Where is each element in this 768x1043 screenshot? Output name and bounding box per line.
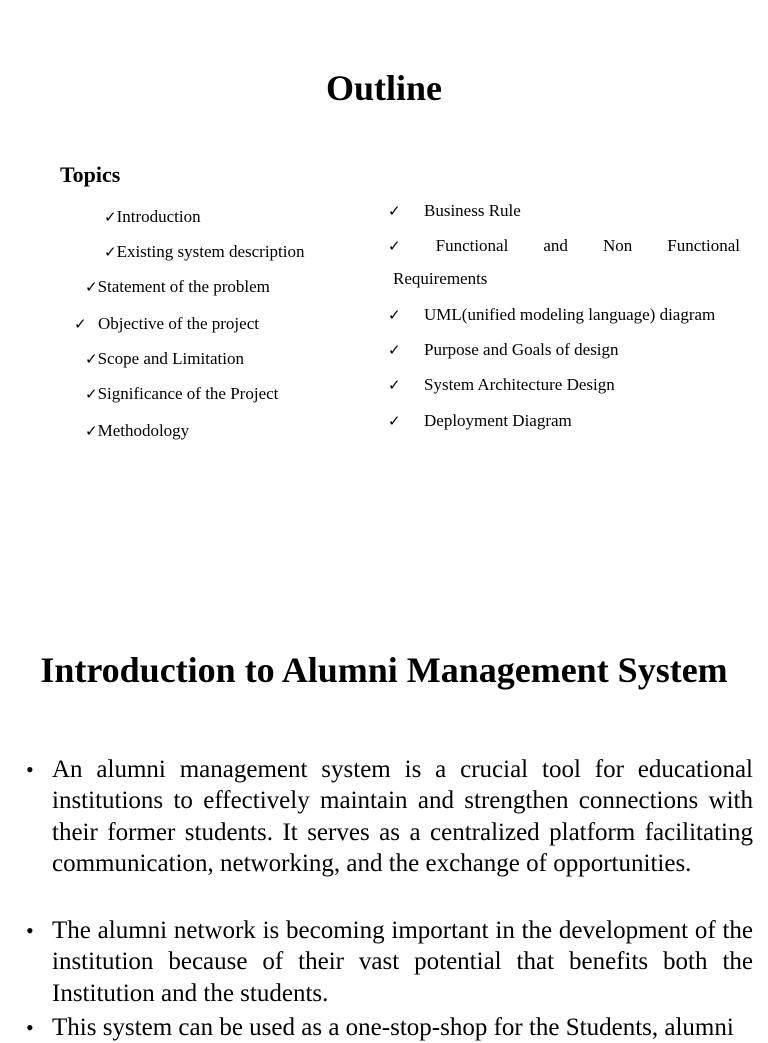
topic-item-business-rule: [388, 201, 521, 221]
topic-word: and: [543, 236, 568, 255]
topic-item-scope: [85, 349, 244, 369]
check-icon: ✓: [85, 278, 98, 296]
topic-label: Deployment Diagram: [424, 411, 572, 430]
topic-word: Non: [602, 236, 633, 255]
topic-label: System Architecture Design: [424, 375, 615, 394]
topic-label: Introduction: [116, 207, 201, 226]
bullet-paragraph-3: This system can be used as a one-stop-shop for the Students, alumni: [52, 1014, 734, 1041]
bullet-icon: •: [26, 757, 34, 782]
topic-label: UML(unified modeling language) diagram: [424, 305, 716, 324]
topic-label: Objective of the project: [98, 314, 259, 333]
check-icon: ✓: [388, 412, 401, 430]
check-icon: ✓: [388, 202, 401, 220]
topic-item-architecture: [388, 375, 615, 395]
topic-item-problem-statement: [85, 277, 270, 297]
topic-label: Business Rule: [424, 201, 521, 220]
topic-label: Statement of the problem: [97, 277, 270, 296]
check-icon: ✓: [85, 422, 98, 440]
topic-label: Methodology: [97, 421, 190, 440]
check-icon: ✓: [388, 376, 401, 394]
topic-word: Functional: [435, 236, 509, 255]
topics-heading: Topics: [60, 162, 121, 187]
check-icon: ✓: [85, 385, 98, 403]
bullet-icon: •: [26, 918, 34, 943]
topic-item-requirements-continued: Requirements: [393, 269, 488, 288]
topic-item-uml: [388, 305, 715, 325]
topic-item-existing-system: [104, 242, 305, 262]
topic-item-objective: [74, 314, 259, 334]
check-icon: ✓: [388, 341, 401, 359]
topic-item-functional-requirements: [388, 236, 740, 256]
topic-item-purpose: [388, 340, 619, 360]
check-icon: ✓: [388, 306, 401, 324]
bullet-paragraph-2: The alumni network is becoming important in the development of the institution because of their vast potential that benefits both the Institution and the students.: [52, 917, 753, 1007]
check-icon: ✓: [104, 243, 117, 261]
topic-word: Functional: [667, 236, 740, 255]
bullet-paragraph-1: An alumni management system is a crucial tool for educational institutions to effectively maintain and strengthen connections with their former students. It serves as a centralized platform facilitating communication, networking, and the exchange of opportunities.: [52, 756, 753, 877]
check-icon: ✓: [388, 237, 401, 255]
topic-item-deployment: [388, 411, 572, 431]
topic-item-significance: [85, 384, 278, 404]
topic-item-introduction: [104, 207, 201, 227]
introduction-title: Introduction to Alumni Management System: [40, 650, 728, 690]
topic-label: Purpose and Goals of design: [424, 340, 619, 359]
check-icon: ✓: [104, 208, 117, 226]
check-icon: ✓: [74, 315, 87, 333]
topic-label: Existing system description: [116, 242, 305, 261]
outline-title: Outline: [325, 68, 442, 108]
bullet-icon: •: [26, 1015, 34, 1040]
check-icon: ✓: [85, 350, 98, 368]
topic-label: Scope and Limitation: [97, 349, 244, 368]
topic-item-methodology: [85, 421, 189, 441]
topic-label: Significance of the Project: [97, 384, 279, 403]
